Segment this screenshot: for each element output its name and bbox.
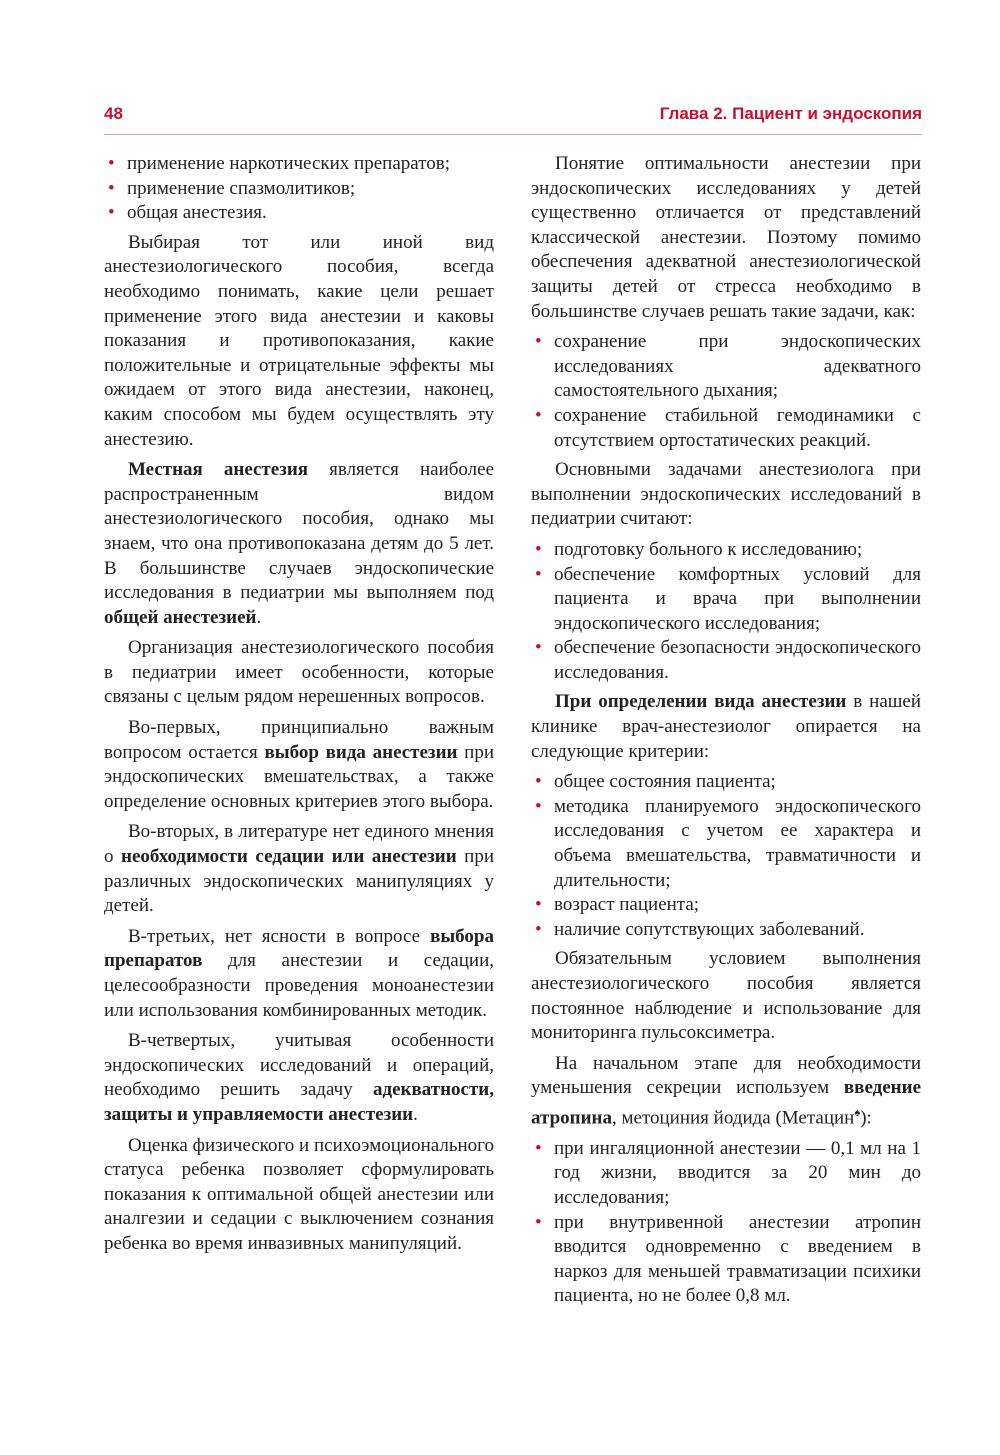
- list-item: • сохранение стабильной гемодинамики с отсутствием ортостатических реакций.: [531, 404, 921, 453]
- bullet-list: [104, 152, 494, 226]
- bold-term: При определении вида анестезии: [555, 691, 847, 713]
- paragraph: Выбирая тот или иной вид анестезиологического пособия, всегда необходимо понимать, какие цели решает применение этого вида анестезии и каковы показания и противопоказания, какие положительные и отрицательные эффекты мы ожидаем от этого вида анестезии, наконец, каким способом мы будем осуществлять эту анестезию.: [104, 231, 494, 450]
- paragraph: Обязательным условием выполнения анестезиологического пособия является постоянное наблюдение и использование для мониторинга пульсоксиметра.: [531, 948, 921, 1044]
- list-item: • обеспечение комфортных условий для пациента и врача при выполнении эндоскопического исследования;: [531, 563, 921, 637]
- header-divider: [104, 134, 922, 135]
- list-item: • при ингаляционной анестезии — 0,1 мл на 1 год жизни, вводится за 20 мин до исследования;: [531, 1137, 921, 1211]
- bullet-list: [531, 330, 921, 453]
- bold-term: выбор вида анестезии: [264, 741, 458, 763]
- list-item: • подготовку больного к исследованию;: [531, 538, 921, 563]
- paragraph: Во-первых, принципиально важным вопросом остается выбор вида анестезии при эндоскопических вмешательствах, а также определение основных критериев этого выбора.: [104, 717, 495, 812]
- list-item: • общая анестезия.: [104, 201, 494, 226]
- list-item: • наличие сопутствующих заболеваний.: [531, 918, 921, 943]
- list-item: • сохранение при эндоскопических исследованиях адекватного самостоятельного дыхания;: [531, 330, 921, 404]
- bold-term: выбора препаратов: [104, 925, 494, 972]
- paragraph: Во-вторых, в литературе нет единого мнения о необходимости седации или анестезии при различных эндоскопических манипуляциях у детей.: [104, 821, 495, 917]
- bullet-list: [531, 770, 921, 942]
- list-item: • применение спазмолитиков;: [104, 177, 494, 202]
- list-item: • обеспечение безопасности эндоскопического исследования.: [531, 636, 921, 685]
- list-item: • применение наркотических препаратов;: [104, 152, 494, 177]
- paragraph: На начальном этапе для необходимости уменьшения секреции используем введение атропина, метоциния йодида (Метацин♠):: [531, 1052, 921, 1129]
- bullet-list: [531, 1137, 921, 1309]
- paragraph: В-четвертых, учитывая особенности эндоскопических исследований и операций, необходимо решить задачу адекватности, защиты и управляемости анестезии.: [104, 1030, 494, 1125]
- bold-term: введение атропина: [531, 1077, 921, 1129]
- list-item: • при внутривенной анестезии атропин вводится одновременно с введением в наркоз для меньшей травматизации психики пациента, но не более 0,8 мл.: [531, 1211, 921, 1309]
- paragraph: Понятие оптимальности анестезии при эндоскопических исследованиях у детей существенно отличается от представлений классической анестезии. Поэтому помимо обеспечения адекватной анестезиологической защиты детей от стресса необходимо в большинстве случаев решать такие задачи, как:: [531, 153, 921, 322]
- list-item: • возраст пациента;: [531, 893, 921, 918]
- paragraph: Организация анестезиологического пособия в педиатрии имеет особенности, которые связаны с целым рядом нерешенных вопросов.: [104, 637, 494, 708]
- right-column: [531, 152, 921, 1314]
- paragraph: При определении вида анестезии в нашей клинике врач-анестезиолог опирается на следующие критерии:: [531, 691, 921, 762]
- paragraph: Оценка физического и психоэмоционального статуса ребенка позволяет сформулировать показания к оптимальной общей анестезии или аналгезии и седации с выключением сознания ребенка во время инвазивных манипуляций.: [104, 1134, 494, 1254]
- left-column: [104, 152, 494, 1263]
- list-item: • общее состояния пациента;: [531, 770, 921, 795]
- paragraph: Основными задачами анестезиолога при выполнении эндоскопических исследований в педиатрии считают:: [531, 459, 921, 530]
- trademark-symbol: ♠: [854, 1106, 861, 1119]
- bold-term: необходимости седации или анестезии: [121, 846, 457, 868]
- bullet-list: [531, 538, 921, 686]
- page-number: 48: [104, 104, 123, 123]
- paragraph: Местная анестезия является наиболее распространенным видом анестезиологического пособия, однако мы знаем, что она противопоказана детям до 5 лет. В большинстве случаев эндоскопические исследования в педиатрии мы выполняем под общей анестезией.: [104, 459, 495, 628]
- paragraph: В-третьих, нет ясности в вопросе выбора препаратов для анестезии и седации, целесообразности проведения моноанестезии или использования комбинированных методик.: [104, 925, 494, 1021]
- bold-term: адекватности, защиты и управляемости анестезии: [104, 1079, 494, 1125]
- chapter-title: Глава 2. Пациент и эндоскопия: [659, 104, 922, 123]
- page-header: [104, 104, 922, 128]
- bold-term: общей анестезией: [104, 606, 257, 628]
- list-item: • методика планируемого эндоскопического исследования с учетом ее характера и объема вмешательства, травматичности и длительности;: [531, 795, 921, 893]
- bold-term: Местная анестезия: [128, 459, 309, 481]
